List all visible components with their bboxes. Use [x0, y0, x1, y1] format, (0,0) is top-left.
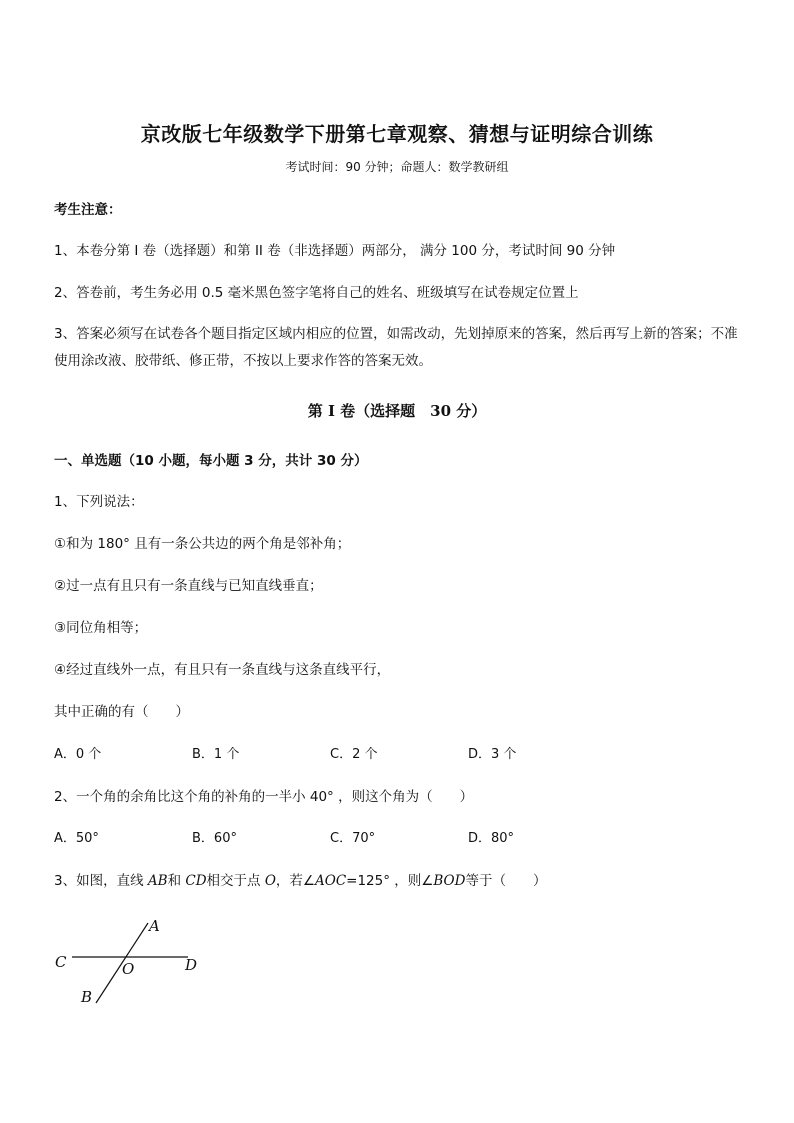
notice-heading: 考生注意：	[54, 202, 122, 218]
q1-question: 其中正确的有（ ）	[54, 704, 189, 720]
part-heading: 一、单选题（10 小题，每小题 3 分，共计 30 分）	[54, 453, 368, 469]
q1-statement-2: ②过一点有且只有一条直线与已知直线垂直；	[54, 578, 323, 594]
notice-item-2: 2、答卷前，考生务必用 0.5 毫米黑色签字笔将自己的姓名、班级填写在试卷规定位置上	[54, 285, 579, 301]
q2-option-c[interactable]: C．70°	[330, 831, 376, 846]
label-b: B	[81, 988, 93, 1006]
q1-option-d[interactable]: D．3 个	[468, 747, 517, 762]
label-d: D	[185, 956, 198, 974]
label-a: A	[149, 917, 160, 935]
exam-info: 考试时间：90 分钟；命题人：数学教研组	[285, 160, 509, 174]
q1-option-a[interactable]: A．0 个	[54, 747, 102, 762]
page-title: 京改版七年级数学下册第七章观察、猜想与证明综合训练	[140, 122, 654, 146]
q2-option-b[interactable]: B．60°	[192, 831, 237, 846]
q1-options	[54, 745, 744, 765]
q3-figure	[50, 915, 210, 1015]
q1-statement-1: ①和为 180° 且有一条公共边的两个角是邻补角；	[54, 536, 351, 552]
q1-statement-3: ③同位角相等；	[54, 620, 148, 636]
label-o: O	[122, 960, 135, 978]
q1-option-c[interactable]: C．2 个	[330, 747, 378, 762]
q2-option-a[interactable]: A．50°	[54, 831, 99, 846]
q1-option-b[interactable]: B．1 个	[192, 747, 240, 762]
section-title: 第 I 卷（选择题 30 分）	[307, 402, 487, 420]
q1-stem: 1、下列说法：	[54, 494, 144, 510]
notice-item-1: 1、本卷分第 I 卷（选择题）和第 II 卷（非选择题）两部分， 满分 100 分，考试时间 90 分钟	[54, 243, 616, 259]
notice-item-3: 3、答案必须写在试卷各个题目指定区域内相应的位置，如需改动，先划掉原来的答案，然后再写上新的答案；不准使用涂改液、胶带纸、修正带，不按以上要求作答的答案无效。	[54, 326, 738, 369]
label-c: C	[55, 953, 67, 971]
q2-option-d[interactable]: D．80°	[468, 831, 515, 846]
q3-stem: 3、如图，直线 AB和 CD相交于点 O，若∠AOC=125° ，则∠BOD等于（ ）	[54, 873, 547, 889]
q1-statement-4: ④经过直线外一点，有且只有一条直线与这条直线平行，	[54, 662, 391, 678]
q2-stem: 2、一个角的余角比这个角的补角的一半小 40° ，则这个角为（ ）	[54, 789, 474, 805]
q2-options	[54, 829, 744, 849]
